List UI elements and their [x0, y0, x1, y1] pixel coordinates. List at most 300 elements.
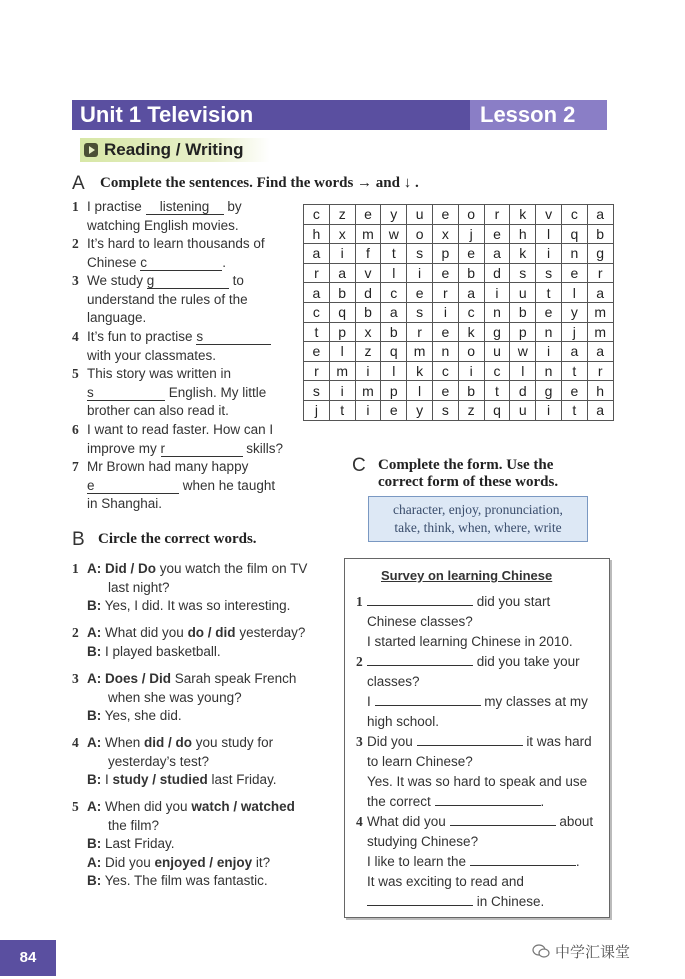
- grid-cell[interactable]: a: [458, 283, 484, 303]
- grid-cell[interactable]: h: [304, 224, 330, 244]
- grid-row: [304, 263, 614, 283]
- grid-cell[interactable]: o: [458, 205, 484, 225]
- item-text: yesterday’s test?: [108, 753, 210, 769]
- grid-cell[interactable]: t: [304, 322, 330, 342]
- item-number: 3: [356, 734, 363, 749]
- item-number: 2: [72, 236, 79, 251]
- list-item: [72, 734, 340, 798]
- speaker-b: B:: [87, 873, 102, 888]
- grid-cell[interactable]: o: [458, 342, 484, 362]
- grid-cell[interactable]: e: [432, 263, 458, 283]
- item-text: when she was young?: [108, 689, 242, 705]
- grid-cell[interactable]: r: [304, 361, 330, 381]
- grid-cell[interactable]: l: [561, 283, 587, 303]
- grid-cell[interactable]: e: [536, 302, 562, 322]
- grid-cell[interactable]: r: [407, 322, 433, 342]
- grid-cell[interactable]: m: [587, 302, 613, 322]
- item-text: What did you: [105, 625, 188, 640]
- item-number: 2: [356, 654, 363, 669]
- grid-cell[interactable]: k: [510, 205, 536, 225]
- section-label: Reading / Writing: [104, 140, 244, 159]
- grid-row: [304, 400, 614, 420]
- answer-blank[interactable]: [417, 745, 523, 746]
- grid-cell[interactable]: i: [355, 400, 381, 420]
- item-number: 4: [72, 735, 79, 750]
- grid-cell[interactable]: v: [536, 205, 562, 225]
- item-text: This story was written in: [87, 366, 232, 381]
- grid-cell[interactable]: i: [329, 381, 355, 401]
- speaker-a: A:: [87, 799, 102, 814]
- item-text: What did you: [367, 814, 446, 829]
- grid-cell[interactable]: v: [355, 263, 381, 283]
- item-text: Sarah speak French: [171, 671, 297, 686]
- item-text: brother can also read it.: [87, 403, 229, 418]
- item-text: it?: [252, 854, 271, 870]
- item-text: you watch the film on TV: [156, 561, 308, 576]
- grid-cell[interactable]: n: [432, 342, 458, 362]
- speaker-b: B:: [87, 772, 102, 787]
- list-item: [356, 592, 604, 652]
- section-b-items: [72, 560, 340, 890]
- speaker-b: B:: [87, 836, 102, 851]
- grid-cell[interactable]: j: [458, 224, 484, 244]
- answer-blank[interactable]: listening: [146, 200, 224, 215]
- item-text: Yes, I did. It was so interesting.: [104, 598, 291, 613]
- item-text: yesterday?: [235, 625, 306, 640]
- item-text: did you take your: [476, 654, 580, 669]
- answer-blank[interactable]: [367, 665, 473, 666]
- grid-cell[interactable]: i: [484, 283, 510, 303]
- list-item: [72, 798, 340, 890]
- item-number: 7: [72, 459, 79, 474]
- item-text: .: [540, 794, 545, 809]
- grid-cell[interactable]: a: [587, 283, 613, 303]
- item-text: It’s fun to practise: [87, 329, 193, 344]
- grid-cell[interactable]: c: [484, 361, 510, 381]
- item-text: by: [227, 199, 242, 214]
- list-item: [356, 652, 604, 732]
- grid-cell[interactable]: s: [304, 381, 330, 401]
- answer-blank[interactable]: [375, 705, 481, 706]
- answer-blank[interactable]: [161, 442, 243, 457]
- item-text: It’s hard to learn thousands of: [87, 236, 265, 251]
- item-text: Did you: [105, 854, 155, 870]
- grid-cell[interactable]: a: [587, 342, 613, 362]
- grid-cell[interactable]: c: [304, 302, 330, 322]
- grid-cell[interactable]: s: [510, 263, 536, 283]
- item-text: last night?: [108, 579, 170, 595]
- item-number: 1: [72, 561, 79, 576]
- list-item: [72, 458, 302, 514]
- grid-row: [304, 283, 614, 303]
- item-text: watching English movies.: [87, 217, 239, 233]
- grid-cell[interactable]: t: [536, 283, 562, 303]
- grid-cell[interactable]: r: [587, 361, 613, 381]
- speaker-b: B:: [87, 643, 102, 659]
- grid-cell[interactable]: n: [536, 322, 562, 342]
- item-text: it was hard: [526, 734, 592, 749]
- item-text: with your classmates.: [87, 347, 217, 363]
- grid-row: [304, 322, 614, 342]
- item-number: 3: [72, 671, 79, 686]
- speaker-a: A:: [87, 735, 102, 750]
- grid-cell[interactable]: b: [355, 302, 381, 322]
- wechat-icon: [532, 944, 550, 958]
- item-text: improve my: [87, 440, 157, 456]
- grid-cell[interactable]: a: [304, 244, 330, 264]
- item-text: .: [575, 854, 580, 869]
- grid-cell[interactable]: m: [407, 342, 433, 362]
- grid-cell[interactable]: p: [329, 322, 355, 342]
- grid-cell[interactable]: l: [381, 263, 407, 283]
- grid-cell[interactable]: m: [329, 361, 355, 381]
- instruction-line: correct form of these words.: [378, 474, 559, 490]
- word-bank-line: take, think, when, where, write: [394, 520, 562, 535]
- grid-cell[interactable]: e: [355, 205, 381, 225]
- grid-cell[interactable]: e: [432, 322, 458, 342]
- grid-cell[interactable]: j: [304, 400, 330, 420]
- grid-row: [304, 302, 614, 322]
- grid-cell[interactable]: i: [407, 263, 433, 283]
- list-item: [72, 272, 302, 328]
- list-item: [72, 624, 340, 670]
- grid-cell[interactable]: p: [510, 322, 536, 342]
- item-number: 1: [72, 199, 79, 214]
- item-number: 1: [356, 594, 363, 609]
- grid-cell[interactable]: a: [561, 342, 587, 362]
- item-text: last Friday.: [207, 772, 277, 787]
- grid-row: [304, 205, 614, 225]
- item-number: 5: [72, 366, 79, 381]
- item-text: English. My little: [168, 384, 267, 400]
- grid-cell[interactable]: x: [355, 322, 381, 342]
- answer-blank[interactable]: [196, 330, 271, 345]
- grid-cell[interactable]: k: [407, 361, 433, 381]
- section-a-letter: A: [72, 173, 85, 194]
- choice-options[interactable]: watch / watched: [191, 799, 295, 814]
- section-c-letter: C: [352, 455, 366, 476]
- grid-cell[interactable]: a: [304, 283, 330, 303]
- item-text: high school.: [367, 714, 440, 729]
- list-item: [72, 198, 302, 235]
- grid-cell[interactable]: f: [355, 244, 381, 264]
- item-text: .: [222, 254, 227, 270]
- grid-cell[interactable]: o: [407, 224, 433, 244]
- grid-cell[interactable]: y: [407, 400, 433, 420]
- choice-options[interactable]: do / did: [187, 625, 236, 640]
- item-text: the correct: [367, 794, 431, 809]
- grid-cell[interactable]: q: [484, 400, 510, 420]
- grid-cell[interactable]: w: [510, 342, 536, 362]
- grid-cell[interactable]: t: [329, 400, 355, 420]
- item-text: my classes at my: [484, 694, 588, 709]
- item-text: in Chinese.: [476, 894, 545, 909]
- grid-cell[interactable]: g: [536, 381, 562, 401]
- grid-cell[interactable]: i: [458, 361, 484, 381]
- answer-blank[interactable]: [87, 479, 179, 494]
- section-b-letter: B: [72, 529, 85, 550]
- play-icon: [84, 143, 98, 157]
- grid-cell[interactable]: e: [407, 283, 433, 303]
- grid-cell[interactable]: i: [536, 342, 562, 362]
- survey-title: Survey on learning Chinese: [381, 568, 553, 583]
- grid-cell[interactable]: d: [484, 263, 510, 283]
- blank-letter: g: [146, 273, 155, 288]
- item-text: when he taught: [182, 477, 276, 493]
- grid-cell[interactable]: e: [561, 381, 587, 401]
- speaker-a: A:: [87, 854, 102, 870]
- grid-cell[interactable]: a: [381, 302, 407, 322]
- grid-cell[interactable]: a: [587, 205, 613, 225]
- grid-cell[interactable]: r: [432, 283, 458, 303]
- grid-row: [304, 244, 614, 264]
- grid-cell[interactable]: i: [432, 302, 458, 322]
- unit-title: Unit 1 Television: [80, 102, 254, 127]
- grid-cell[interactable]: d: [510, 381, 536, 401]
- grid-cell[interactable]: z: [329, 205, 355, 225]
- grid-cell[interactable]: w: [381, 224, 407, 244]
- grid-cell[interactable]: b: [458, 263, 484, 283]
- grid-cell[interactable]: p: [381, 381, 407, 401]
- grid-cell[interactable]: h: [510, 224, 536, 244]
- item-text: Yes. It was so hard to speak and use: [367, 774, 588, 789]
- list-item: [72, 421, 302, 458]
- section-a-items: [72, 198, 302, 514]
- survey-content: [356, 566, 604, 912]
- speaker-a: A:: [87, 671, 102, 686]
- item-text: I like to learn the: [367, 854, 467, 869]
- grid-cell[interactable]: c: [432, 361, 458, 381]
- item-text: When: [105, 735, 145, 750]
- grid-cell[interactable]: e: [432, 205, 458, 225]
- grid-cell[interactable]: c: [458, 302, 484, 322]
- grid-cell[interactable]: n: [561, 244, 587, 264]
- section-c-instruction: [378, 457, 558, 491]
- grid-table: [303, 204, 614, 421]
- grid-cell[interactable]: b: [381, 322, 407, 342]
- grid-cell[interactable]: z: [458, 400, 484, 420]
- grid-cell[interactable]: r: [587, 263, 613, 283]
- grid-cell[interactable]: c: [381, 283, 407, 303]
- item-number: 6: [72, 422, 79, 437]
- section-a-instruction: Complete the sentences. Find the words → and ↓ .: [100, 175, 419, 191]
- grid-cell[interactable]: k: [458, 322, 484, 342]
- item-text: language.: [87, 310, 147, 325]
- answer-blank[interactable]: [435, 805, 541, 806]
- grid-cell[interactable]: x: [329, 224, 355, 244]
- list-item: [72, 560, 340, 624]
- list-item: [72, 670, 340, 734]
- grid-cell[interactable]: u: [510, 283, 536, 303]
- blank-letter: e: [87, 477, 95, 493]
- item-number: 3: [72, 273, 79, 288]
- grid-cell[interactable]: s: [432, 400, 458, 420]
- grid-cell[interactable]: n: [536, 361, 562, 381]
- item-text: Yes. The film was fantastic.: [104, 873, 268, 888]
- item-text: in Shanghai.: [87, 496, 163, 511]
- page-number: 84: [0, 940, 56, 976]
- grid-cell[interactable]: c: [561, 205, 587, 225]
- item-text: I played basketball.: [105, 643, 221, 659]
- grid-cell[interactable]: e: [561, 263, 587, 283]
- blank-letter: s: [196, 329, 204, 344]
- list-item: [356, 732, 604, 812]
- grid-cell[interactable]: t: [561, 361, 587, 381]
- grid-cell[interactable]: b: [329, 283, 355, 303]
- item-text: Chinese: [87, 254, 137, 270]
- grid-cell[interactable]: i: [536, 244, 562, 264]
- grid-row: [304, 381, 614, 401]
- answer-blank[interactable]: [147, 274, 229, 289]
- item-text: Chinese classes?: [367, 614, 473, 629]
- item-number: 5: [72, 799, 79, 814]
- grid-cell[interactable]: s: [536, 263, 562, 283]
- grid-cell[interactable]: y: [381, 205, 407, 225]
- grid-cell[interactable]: r: [484, 205, 510, 225]
- item-text: I started learning Chinese in 2010.: [367, 634, 573, 649]
- grid-cell[interactable]: l: [329, 342, 355, 362]
- grid-cell[interactable]: c: [304, 205, 330, 225]
- item-text: the film?: [108, 817, 160, 833]
- grid-cell[interactable]: i: [329, 244, 355, 264]
- grid-cell[interactable]: g: [484, 322, 510, 342]
- word-bank-line: character, enjoy, pronunciation,: [393, 502, 563, 517]
- list-item: [72, 365, 302, 421]
- item-text: I want to read faster. How can I: [87, 422, 274, 437]
- grid-cell[interactable]: q: [561, 224, 587, 244]
- speaker-a: A:: [87, 625, 102, 640]
- word-search-grid: [303, 204, 614, 421]
- grid-cell[interactable]: q: [329, 302, 355, 322]
- choice-options[interactable]: did / do: [144, 735, 193, 750]
- item-text: you study for: [192, 735, 274, 750]
- grid-row: [304, 342, 614, 362]
- grid-cell[interactable]: i: [536, 400, 562, 420]
- answer-blank[interactable]: [450, 825, 556, 826]
- speaker-b: B:: [87, 708, 102, 723]
- grid-cell[interactable]: b: [587, 224, 613, 244]
- item-text: Last Friday.: [105, 836, 175, 851]
- list-item: [356, 812, 604, 912]
- grid-cell[interactable]: r: [304, 263, 330, 283]
- grid-cell[interactable]: g: [587, 244, 613, 264]
- item-text: about: [559, 814, 594, 829]
- grid-cell[interactable]: e: [484, 224, 510, 244]
- grid-row: [304, 224, 614, 244]
- grid-cell[interactable]: t: [484, 381, 510, 401]
- grid-cell[interactable]: l: [381, 361, 407, 381]
- section-b-instruction: Circle the correct words.: [98, 531, 257, 547]
- answer-blank[interactable]: [367, 905, 473, 906]
- grid-cell[interactable]: l: [536, 224, 562, 244]
- item-text: studying Chinese?: [367, 834, 479, 849]
- item-text: did you start: [476, 594, 551, 609]
- grid-cell[interactable]: d: [355, 283, 381, 303]
- lesson-title: Lesson 2: [470, 100, 607, 130]
- item-text: to learn Chinese?: [367, 754, 473, 769]
- grid-cell[interactable]: m: [587, 322, 613, 342]
- speaker-a: A:: [87, 561, 102, 576]
- grid-cell[interactable]: m: [355, 224, 381, 244]
- item-text: skills?: [246, 440, 284, 456]
- grid-cell[interactable]: l: [407, 381, 433, 401]
- answer-blank[interactable]: [367, 605, 473, 606]
- list-item: [72, 328, 302, 365]
- grid-cell[interactable]: b: [510, 302, 536, 322]
- grid-cell[interactable]: n: [484, 302, 510, 322]
- grid-row: [304, 361, 614, 381]
- grid-cell[interactable]: a: [484, 244, 510, 264]
- grid-cell[interactable]: a: [329, 263, 355, 283]
- instruction-line: Complete the form. Use the: [378, 457, 554, 473]
- blank-letter: r: [160, 440, 166, 456]
- grid-cell[interactable]: s: [407, 244, 433, 264]
- item-text: I: [105, 772, 113, 787]
- item-text: to: [232, 273, 244, 288]
- grid-cell[interactable]: e: [304, 342, 330, 362]
- item-text: It was exciting to read and: [367, 874, 524, 889]
- choice-options[interactable]: Did / Do: [105, 561, 157, 576]
- grid-cell[interactable]: e: [432, 381, 458, 401]
- answer-blank[interactable]: [140, 256, 222, 271]
- grid-cell[interactable]: e: [381, 400, 407, 420]
- item-text: understand the rules of the: [87, 291, 248, 307]
- item-text: We study: [87, 273, 144, 288]
- grid-cell[interactable]: u: [510, 400, 536, 420]
- watermark: 中学汇课堂: [555, 944, 631, 961]
- blank-letter: s: [87, 384, 94, 400]
- item-text: I: [367, 694, 371, 709]
- grid-cell[interactable]: m: [355, 381, 381, 401]
- item-text: Yes, she did.: [104, 708, 182, 723]
- blank-letter: c: [140, 254, 148, 270]
- choice-options[interactable]: enjoyed / enjoy: [154, 854, 253, 870]
- grid-cell[interactable]: i: [355, 361, 381, 381]
- item-text: When did you: [105, 799, 192, 814]
- grid-cell[interactable]: a: [587, 400, 613, 420]
- answer-blank[interactable]: [87, 386, 165, 401]
- grid-cell[interactable]: p: [432, 244, 458, 264]
- item-text: Mr Brown had many happy: [87, 459, 249, 474]
- grid-cell[interactable]: q: [381, 342, 407, 362]
- item-text: classes?: [367, 674, 420, 689]
- speaker-b: B:: [87, 598, 102, 613]
- grid-cell[interactable]: y: [561, 302, 587, 322]
- grid-cell[interactable]: e: [458, 244, 484, 264]
- grid-cell[interactable]: t: [381, 244, 407, 264]
- grid-cell[interactable]: z: [355, 342, 381, 362]
- list-item: [72, 235, 302, 272]
- item-number: 4: [72, 329, 79, 344]
- choice-options[interactable]: Does / Did: [105, 671, 172, 686]
- item-text: Did you: [367, 734, 413, 749]
- grid-cell[interactable]: h: [587, 381, 613, 401]
- grid-cell[interactable]: u: [484, 342, 510, 362]
- item-number: 2: [72, 625, 79, 640]
- answer-blank[interactable]: [470, 865, 576, 866]
- grid-cell[interactable]: k: [510, 244, 536, 264]
- grid-cell[interactable]: j: [561, 322, 587, 342]
- item-text: I practise: [87, 199, 142, 214]
- grid-cell[interactable]: t: [561, 400, 587, 420]
- grid-cell[interactable]: x: [432, 224, 458, 244]
- grid-cell[interactable]: u: [407, 205, 433, 225]
- grid-cell[interactable]: b: [458, 381, 484, 401]
- word-bank: [368, 496, 588, 542]
- grid-cell[interactable]: l: [510, 361, 536, 381]
- choice-options[interactable]: study / studied: [112, 772, 208, 787]
- grid-cell[interactable]: s: [407, 302, 433, 322]
